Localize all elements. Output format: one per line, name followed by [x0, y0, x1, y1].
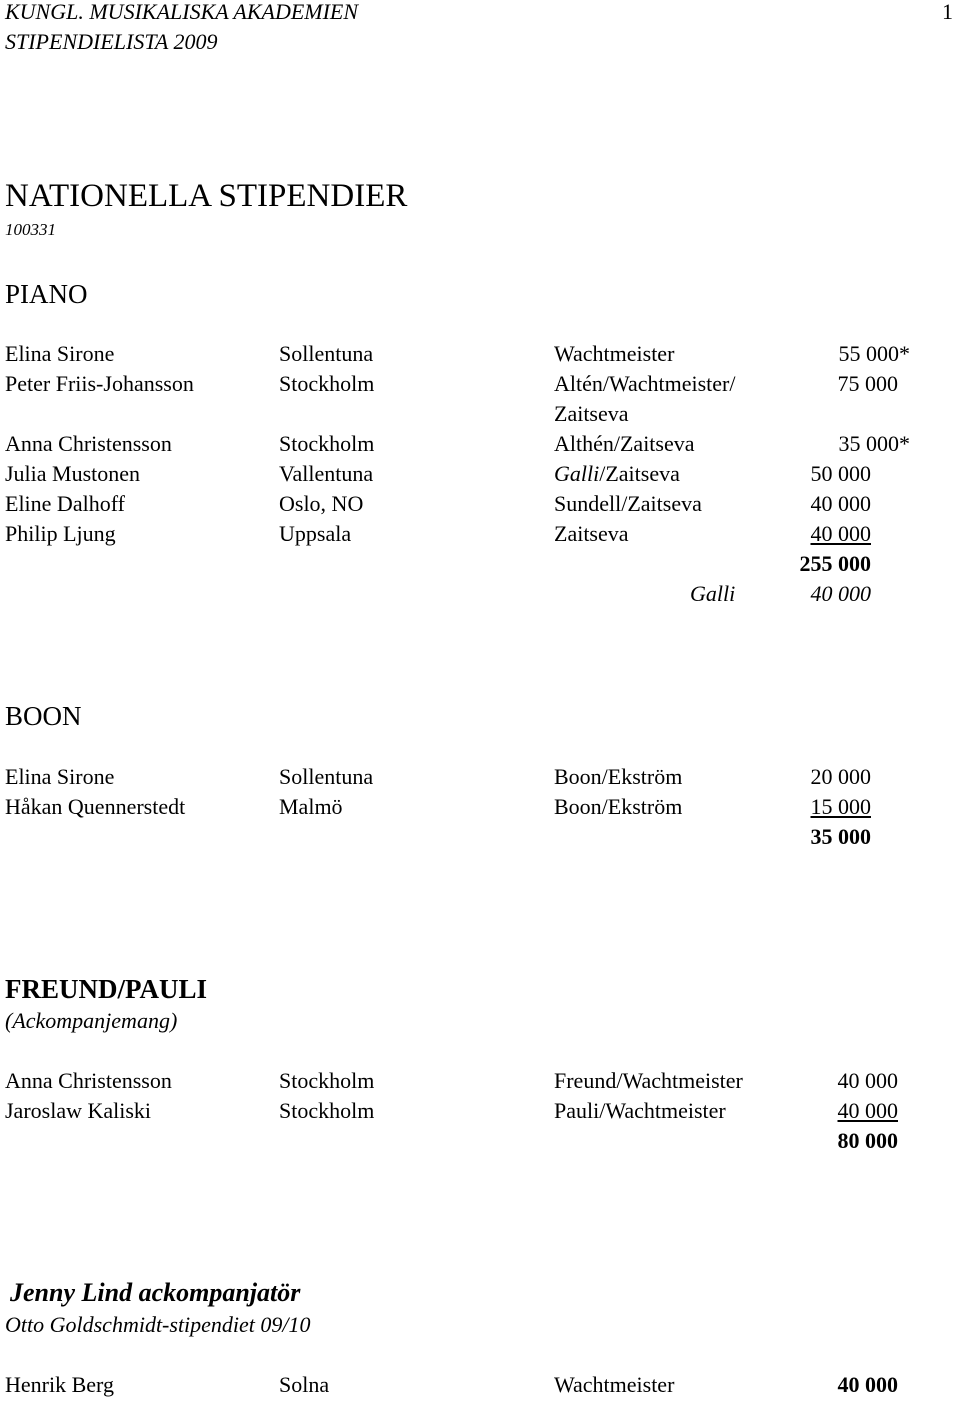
- recipient-name: Eline Dalhoff: [5, 491, 125, 516]
- section-title-boon: BOON: [5, 701, 82, 731]
- recipient-teacher: Altén/Wachtmeister/: [554, 371, 736, 396]
- recipient-teacher: Boon/Ekström: [554, 764, 683, 789]
- grant-amount: 40 000: [810, 491, 871, 516]
- grant-amount: 50 000: [810, 461, 871, 486]
- section-subtitle: Otto Goldschmidt-stipendiet 09/10: [5, 1312, 311, 1337]
- recipient-city: Stockholm: [279, 431, 375, 456]
- section-total: 35 000: [810, 824, 871, 849]
- table-row: [0, 792, 960, 822]
- header-list-title: STIPENDIELISTA 2009: [5, 29, 218, 54]
- table-row: [0, 762, 960, 792]
- document-code: 100331: [5, 220, 56, 239]
- section-title-piano: PIANO: [5, 279, 88, 309]
- grant-amount: 15 000: [810, 794, 871, 819]
- recipient-city: Stockholm: [279, 371, 375, 396]
- recipient-teacher: Zaitseva: [554, 521, 629, 546]
- table-row: [0, 579, 960, 609]
- grant-amount: 35 000*: [838, 431, 910, 456]
- recipient-name: Anna Christensson: [5, 1068, 172, 1093]
- page-title: NATIONELLA STIPENDIER: [5, 178, 408, 214]
- recipient-city: Vallentuna: [279, 461, 374, 486]
- section-title-freund-pauli: FREUND/PAULI: [5, 974, 207, 1004]
- grant-amount: 75 000: [837, 371, 898, 396]
- recipient-name: Elina Sirone: [5, 341, 115, 366]
- recipient-name: Philip Ljung: [5, 521, 116, 546]
- table-row: [0, 459, 960, 489]
- table-row: [0, 339, 960, 369]
- recipient-name: Peter Friis-Johansson: [5, 371, 194, 396]
- recipient-teacher: Pauli/Wachtmeister: [554, 1098, 726, 1123]
- recipient-city: Solna: [279, 1372, 330, 1397]
- recipient-city: Uppsala: [279, 521, 352, 546]
- recipient-city: Sollentuna: [279, 341, 374, 366]
- table-row: [0, 1096, 960, 1126]
- grant-amount: 40 000: [837, 1098, 898, 1123]
- extra-amount: 40 000: [810, 581, 871, 606]
- section-total: 255 000: [799, 551, 871, 576]
- recipient-name: Julia Mustonen: [5, 461, 141, 486]
- teacher-italic-part: Galli: [554, 461, 600, 486]
- section-subtitle: (Ackompanjemang): [5, 1008, 178, 1033]
- recipient-teacher: Sundell/Zaitseva: [554, 491, 702, 516]
- section-title-jenny-lind: Jenny Lind ackompanjatör: [10, 1278, 301, 1307]
- grant-amount: 40 000: [837, 1068, 898, 1093]
- grant-amount: 55 000*: [838, 341, 910, 366]
- extra-teacher-label: Galli: [690, 581, 736, 606]
- recipient-city: Stockholm: [279, 1068, 375, 1093]
- recipient-name: Jaroslaw Kaliski: [5, 1098, 152, 1123]
- grant-amount: 20 000: [810, 764, 871, 789]
- grant-amount: 40 000: [837, 1372, 898, 1397]
- recipient-teacher: Freund/Wachtmeister: [554, 1068, 743, 1093]
- recipient-city: Malmö: [279, 794, 343, 819]
- teacher-rest-part: /Zaitseva: [599, 461, 680, 486]
- recipient-city: Stockholm: [279, 1098, 375, 1123]
- recipient-name: Håkan Quennerstedt: [5, 794, 186, 819]
- grant-amount: 40 000: [810, 521, 871, 546]
- header-institution: KUNGL. MUSIKALISKA AKADEMIEN: [5, 0, 359, 24]
- recipient-name: Anna Christensson: [5, 431, 172, 456]
- recipient-teacher: Boon/Ekström: [554, 794, 683, 819]
- table-row: [0, 519, 960, 549]
- table-row: [0, 489, 960, 519]
- recipient-teacher: Wachtmeister: [554, 1372, 675, 1397]
- recipient-city: Sollentuna: [279, 764, 374, 789]
- table-row: [0, 429, 960, 459]
- page-number: 1: [942, 0, 953, 24]
- section-total: 80 000: [837, 1128, 898, 1153]
- teacher-continuation: Zaitseva: [554, 401, 629, 426]
- recipient-city: Oslo, NO: [279, 491, 364, 516]
- recipient-teacher: Wachtmeister: [554, 341, 675, 366]
- table-row: [0, 369, 960, 399]
- recipient-name: Henrik Berg: [5, 1372, 114, 1397]
- recipient-teacher: Althén/Zaitseva: [554, 431, 695, 456]
- recipient-name: Elina Sirone: [5, 764, 115, 789]
- table-row: [0, 1066, 960, 1096]
- table-row: [0, 1370, 960, 1400]
- recipient-teacher: [554, 459, 680, 489]
